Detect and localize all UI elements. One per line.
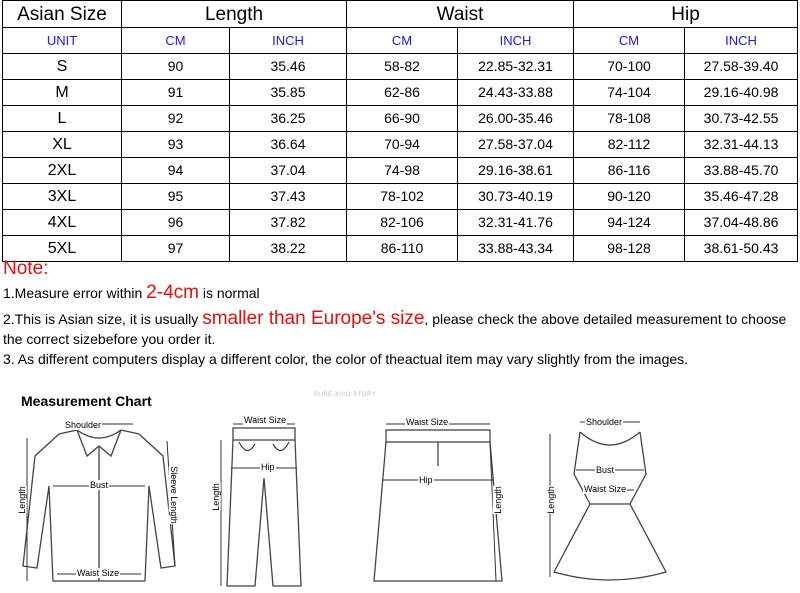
watermark: SURE XIAO STORY [314, 392, 377, 398]
size-cell: 2XL [3, 158, 122, 184]
header-asian-size: Asian Size [3, 1, 122, 28]
measure-cell: 90 [122, 54, 230, 80]
pants-hip-label: Hip [261, 462, 275, 472]
measure-cell: 35.46 [230, 54, 347, 80]
measure-cell: 32.31-44.13 [685, 132, 798, 158]
shirt-waist-label: Waist Size [77, 568, 120, 578]
note-1-highlight: 2-4cm [146, 282, 199, 303]
pants-diagram [205, 418, 315, 590]
measure-cell: 78-102 [347, 184, 458, 210]
shirt-shoulder-label: Shoulder [65, 420, 102, 430]
table-row [3, 54, 798, 80]
size-cell: L [3, 106, 122, 132]
table-row [3, 106, 798, 132]
measure-cell: 36.25 [230, 106, 347, 132]
size-cell: S [3, 54, 122, 80]
measure-cell: 86-110 [347, 236, 458, 262]
header-length: Length [122, 1, 347, 28]
measure-cell: 29.16-38.61 [458, 158, 574, 184]
unit-cell: UNIT [3, 28, 122, 54]
note-2-highlight: smaller than Europe's size [202, 308, 425, 329]
measure-cell: 37.04-48.86 [685, 210, 798, 236]
measure-cell: 78-108 [574, 106, 685, 132]
measure-cell: 37.82 [230, 210, 347, 236]
measure-cell: 98-128 [574, 236, 685, 262]
unit-cell: INCH [230, 28, 347, 54]
measure-cell: 74-104 [574, 80, 685, 106]
header-hip: Hip [574, 1, 798, 28]
measure-cell: 30.73-40.19 [458, 184, 574, 210]
table-row [3, 132, 798, 158]
measure-cell: 58-82 [347, 54, 458, 80]
dress-bust-label: Bust [596, 465, 615, 475]
measure-cell: 66-90 [347, 106, 458, 132]
measure-cell: 82-106 [347, 210, 458, 236]
skirt-diagram [368, 416, 508, 588]
measure-cell: 82-112 [574, 132, 685, 158]
measure-cell: 33.88-43.34 [458, 236, 574, 262]
dress-length-label: Length [545, 486, 556, 514]
shirt-diagram [15, 416, 185, 591]
skirt-hip-label: Hip [419, 475, 433, 485]
table-row [3, 210, 798, 236]
measure-cell: 62-86 [347, 80, 458, 106]
unit-cell: CM [574, 28, 685, 54]
size-cell: XL [3, 132, 122, 158]
pants-length-label: Length [210, 483, 221, 511]
unit-cell: INCH [458, 28, 574, 54]
measure-cell: 90-120 [574, 184, 685, 210]
measure-cell: 96 [122, 210, 230, 236]
note-1: 1.Measure error within 2-4cm is normal [3, 282, 260, 303]
dress-diagram [540, 412, 680, 590]
measure-cell: 37.43 [230, 184, 347, 210]
measure-cell: 26.00-35.46 [458, 106, 574, 132]
measure-cell: 35.46-47.28 [685, 184, 798, 210]
table-row [3, 158, 798, 184]
skirt-length-label: Length [492, 486, 503, 514]
shirt-bust-label: Bust [90, 480, 109, 490]
measure-cell: 27.58-39.40 [685, 54, 798, 80]
measure-cell: 33.88-45.70 [685, 158, 798, 184]
measure-cell: 70-100 [574, 54, 685, 80]
table-row [3, 184, 798, 210]
measure-cell: 92 [122, 106, 230, 132]
measure-cell: 91 [122, 80, 230, 106]
shirt-length-label: Length [16, 486, 27, 514]
measurement-chart [0, 380, 800, 593]
note-2: 2.This is Asian size, it is usually smaller than Europe's size, please check the above detailed measurement to choose the correct sizebefore you order it. [3, 308, 787, 347]
table-unit-row [3, 28, 798, 54]
unit-cell: INCH [685, 28, 798, 54]
measure-cell: 38.22 [230, 236, 347, 262]
measure-cell: 35.85 [230, 80, 347, 106]
measure-cell: 95 [122, 184, 230, 210]
chart-title: Measurement Chart [21, 393, 152, 409]
measure-cell: 29.16-40.98 [685, 80, 798, 106]
skirt-waist-label: Waist Size [406, 417, 449, 427]
measure-cell: 74-98 [347, 158, 458, 184]
measure-cell: 86-116 [574, 158, 685, 184]
size-cell: 5XL [3, 236, 122, 262]
measure-cell: 27.58-37.04 [458, 132, 574, 158]
measure-cell: 94 [122, 158, 230, 184]
measure-cell: 38.61-50.43 [685, 236, 798, 262]
pants-waist-label: Waist Size [244, 415, 287, 425]
dress-shoulder-label: Shoulder [586, 417, 623, 427]
measure-cell: 30.73-42.55 [685, 106, 798, 132]
dress-waist-label: Waist Size [584, 484, 627, 494]
measure-cell: 32.31-41.76 [458, 210, 574, 236]
size-cell: 4XL [3, 210, 122, 236]
header-waist: Waist [347, 1, 574, 28]
measure-cell: 37.04 [230, 158, 347, 184]
measure-cell: 70-94 [347, 132, 458, 158]
measure-cell: 22.85-32.31 [458, 54, 574, 80]
measure-cell: 97 [122, 236, 230, 262]
note-title: Note: [3, 258, 49, 279]
table-row [3, 80, 798, 106]
measure-cell: 94-124 [574, 210, 685, 236]
unit-cell: CM [347, 28, 458, 54]
notes-section [3, 257, 798, 369]
shirt-sleeve-label: Sleeve Length [168, 466, 179, 524]
unit-cell: CM [122, 28, 230, 54]
measure-cell: 24.43-33.88 [458, 80, 574, 106]
size-cell: 3XL [3, 184, 122, 210]
measure-cell: 93 [122, 132, 230, 158]
table-header-row [3, 1, 798, 28]
size-cell: M [3, 80, 122, 106]
measure-cell: 36.64 [230, 132, 347, 158]
note-3: 3. As different computers display a different color, the color of theactual item may vary slightly from the images. [3, 351, 689, 367]
size-table [2, 0, 798, 262]
